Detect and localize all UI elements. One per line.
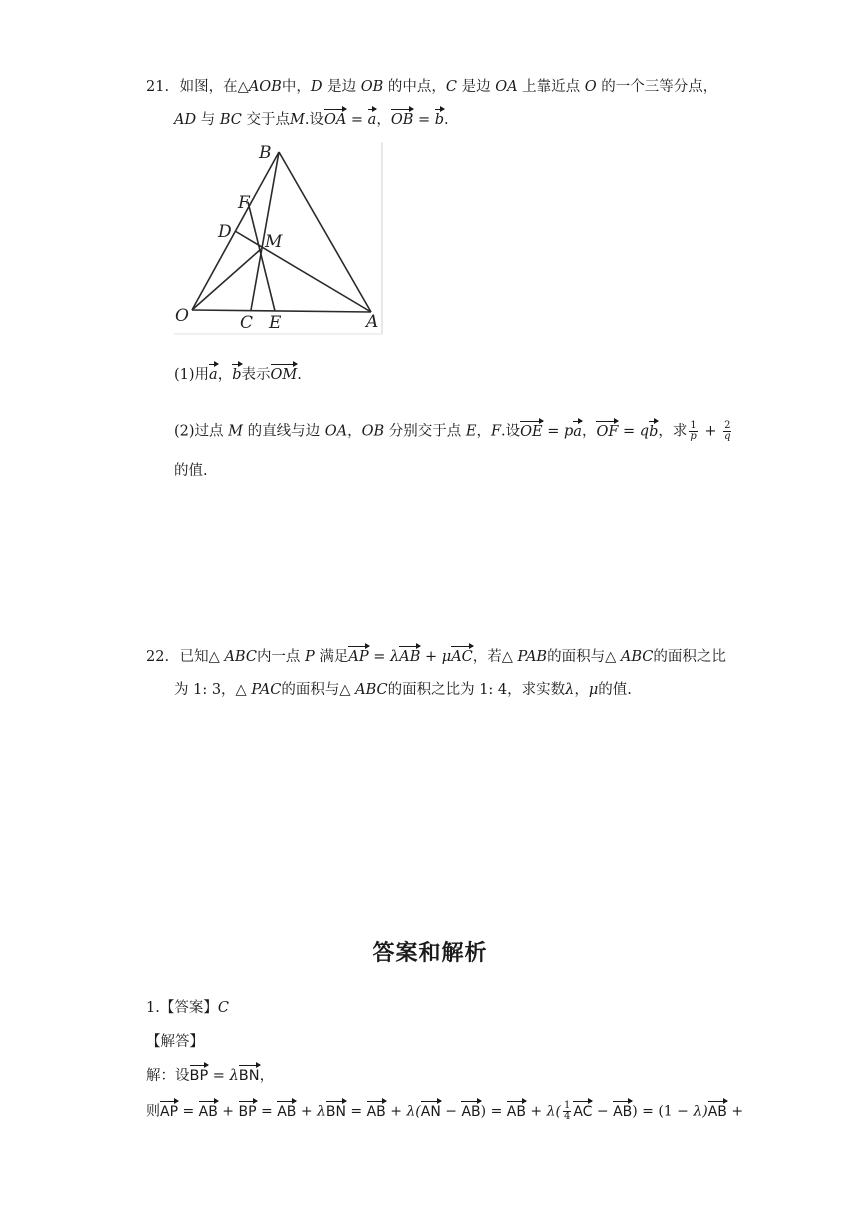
label-e: E <box>269 313 282 333</box>
solution-text: − <box>440 1103 462 1120</box>
q21-part2-text: ， <box>581 423 597 440</box>
solution-var: λ <box>317 1103 326 1120</box>
vector-ab: AB <box>198 1103 218 1120</box>
solution-text: + <box>217 1103 239 1120</box>
q22-var: λ <box>390 649 400 665</box>
q21-text: .设 <box>304 112 324 128</box>
q21-var: D <box>310 79 323 95</box>
q22-text: ， <box>574 682 589 698</box>
q21-triangle: AOB <box>248 79 282 95</box>
vector-b: b <box>232 367 242 383</box>
q21-var: p <box>563 423 574 440</box>
vector-om: OM <box>270 367 298 383</box>
q21-text: 是边 <box>456 79 496 95</box>
q21-part2-text: 分别交于点 <box>384 423 466 440</box>
q22-var: λ <box>565 682 575 698</box>
q21-var: AD <box>174 112 197 128</box>
q22-var: ABC <box>355 682 388 698</box>
q21-text: = <box>346 112 368 128</box>
fraction-denominator: 4 <box>563 1111 571 1122</box>
answer-1-label <box>146 998 229 1018</box>
vector-of: OF <box>596 423 619 440</box>
q22-var: PAB <box>517 649 548 665</box>
q21-var: C <box>445 79 457 95</box>
vector-ab: AB <box>613 1103 633 1120</box>
q21-text: 中， <box>281 79 311 95</box>
solution-text: 则 <box>146 1103 160 1120</box>
fraction-2-over-q <box>723 421 731 442</box>
vector-a: a <box>367 112 377 128</box>
q21-text: 的一个三等分点， <box>596 79 718 95</box>
q21-text: 是边 <box>322 79 361 95</box>
q21-text: ， <box>376 112 391 128</box>
q22-text: 的面积之比为 1: 4，求实数 <box>387 682 566 698</box>
q22-var: ABC <box>224 649 257 665</box>
solution-var: λ( <box>406 1103 421 1120</box>
q21-part2-text: = <box>618 423 640 440</box>
answers-title: 答案和解析 <box>372 941 488 966</box>
q21-var: E <box>465 423 477 440</box>
label-o: O <box>175 306 189 326</box>
vector-ab: AB <box>707 1103 727 1120</box>
q21-var: M <box>228 423 244 440</box>
vector-bp: BP <box>238 1103 257 1120</box>
q21-part2 <box>174 421 733 442</box>
q22-var: μ <box>441 649 452 665</box>
q22-var: PAC <box>251 682 282 698</box>
fraction-numerator: 2 <box>724 420 731 431</box>
vector-ab: AB <box>461 1103 481 1120</box>
q21-var: OB <box>361 423 385 440</box>
solution-text: + <box>525 1103 547 1120</box>
q22-text: = <box>368 649 391 665</box>
q21-text: = <box>413 112 435 128</box>
fraction-denominator: p <box>690 431 697 442</box>
q21-line1 <box>146 77 717 97</box>
q21-text: 上靠近点 <box>517 79 585 95</box>
q21-part1-text: 表示 <box>241 367 271 383</box>
answer-1-solve-heading <box>146 1032 204 1052</box>
label-a: A <box>366 312 379 332</box>
solution-text: + <box>726 1103 744 1120</box>
q22-var: ABC <box>620 649 654 665</box>
fraction-denominator: q <box>724 431 731 442</box>
solution-var: λ( <box>546 1103 561 1120</box>
q21-var: OA <box>495 79 518 95</box>
vector-oe: OE <box>520 423 543 440</box>
q21-var: M <box>289 112 305 128</box>
q21-part2-text: .设 <box>501 423 521 440</box>
vector-ab: AB <box>366 1103 386 1120</box>
solution-text: = <box>208 1068 230 1084</box>
answer-1-line1 <box>146 1066 274 1086</box>
q21-part2-text: 的值. <box>174 463 208 479</box>
answer-1-line2 <box>146 1101 743 1122</box>
vector-ab: AB <box>277 1103 297 1120</box>
solution-text: + <box>385 1103 407 1120</box>
q22-text: 满足 <box>314 649 349 665</box>
q22-text: 的值. <box>598 682 632 698</box>
label-d: D <box>218 222 232 242</box>
vector-an: AN <box>420 1103 441 1120</box>
q21-part2-text: + <box>699 423 722 440</box>
label-f: F <box>238 193 250 213</box>
q21-part1-text: . <box>297 367 302 383</box>
solution-text: ) = (1 − <box>632 1103 694 1120</box>
solution-text: ) = <box>480 1103 507 1120</box>
solution-text: = <box>178 1103 199 1120</box>
q21-part2-text: 的直线与边 <box>243 423 325 440</box>
q21-part2-text: ， <box>347 423 362 440</box>
solution-text: + <box>296 1103 318 1120</box>
q22-text: 的面积与△ <box>547 649 621 665</box>
q22-text: 的面积与△ <box>281 682 356 698</box>
q22-text: 的面积之比 <box>653 649 726 665</box>
triangle-figure <box>172 140 386 336</box>
fraction-1-over-4 <box>563 1101 571 1122</box>
q21-part2-line2 <box>174 461 208 481</box>
label-m: M <box>265 232 283 252</box>
q21-line2 <box>174 110 449 130</box>
solution-text: = <box>345 1103 367 1120</box>
label-b: B <box>259 143 272 163</box>
solution-text: 解：设 <box>146 1068 190 1084</box>
vector-oa: OA <box>323 112 347 128</box>
q21-part2-text: ，求 <box>658 423 688 440</box>
q21-part1-text: ， <box>217 367 233 383</box>
solution-text: = <box>256 1103 278 1120</box>
answer-value: C <box>217 1000 229 1016</box>
solution-text: ， <box>259 1068 275 1084</box>
q21-text: 的中点， <box>383 79 446 95</box>
q21-text: 如图，在△ <box>179 79 249 95</box>
vector-b: b <box>649 423 659 440</box>
vector-b: b <box>434 112 445 128</box>
q22-text: 已知△ <box>179 649 225 665</box>
fraction-1-over-p <box>689 421 697 442</box>
solution-var: λ) <box>693 1103 708 1120</box>
q22-text: 内一点 <box>256 649 306 665</box>
solution-text: − <box>592 1103 614 1120</box>
vector-bn: BN <box>238 1068 260 1084</box>
vector-ap: AP <box>160 1103 179 1120</box>
q21-text: 交于点 <box>241 112 290 128</box>
q22-var: μ <box>588 682 599 698</box>
q21-part1-text: (1)用 <box>174 367 210 383</box>
vector-ap: AP <box>348 649 369 665</box>
vector-a: a <box>573 423 582 440</box>
q21-part2-text: = <box>542 423 564 440</box>
vector-ac: AC <box>451 649 473 665</box>
q21-var: O <box>584 79 597 95</box>
q22-var: P <box>305 649 315 665</box>
q21-part2-text: (2)过点 <box>174 423 229 440</box>
q21-var: OB <box>360 79 384 95</box>
label-c: C <box>240 313 254 333</box>
vector-ob: OB <box>390 112 414 128</box>
q22-text: ，若△ <box>472 649 518 665</box>
q21-var: q <box>639 423 650 440</box>
solution-var: λ <box>229 1068 239 1084</box>
fraction-numerator: 1 <box>690 420 697 431</box>
solve-heading: 【解答】 <box>146 1034 204 1050</box>
vector-ab: AB <box>399 649 421 665</box>
answer-label: 1.【答案】 <box>146 1000 218 1016</box>
fraction-numerator: 1 <box>563 1100 571 1111</box>
q22-line2 <box>174 680 632 700</box>
q21-number: 21. <box>146 79 170 95</box>
q22-text: 为 1: 3，△ <box>174 682 252 698</box>
vector-ac: AC <box>573 1103 593 1120</box>
q21-text: 与 <box>196 112 220 128</box>
q21-text: . <box>444 112 449 128</box>
vector-ab: AB <box>506 1103 526 1120</box>
q21-part2-text: ， <box>476 423 491 440</box>
vector-bp: BP <box>189 1068 209 1084</box>
q22-line1 <box>146 647 726 667</box>
q22-number: 22. <box>146 649 170 665</box>
q21-var: OA <box>324 423 348 440</box>
vector-a: a <box>209 367 218 383</box>
vector-bn: BN <box>325 1103 346 1120</box>
q22-text: + <box>420 649 442 665</box>
q21-var: BC <box>219 112 242 128</box>
q21-var: F <box>490 423 502 440</box>
q21-part1 <box>174 365 302 385</box>
